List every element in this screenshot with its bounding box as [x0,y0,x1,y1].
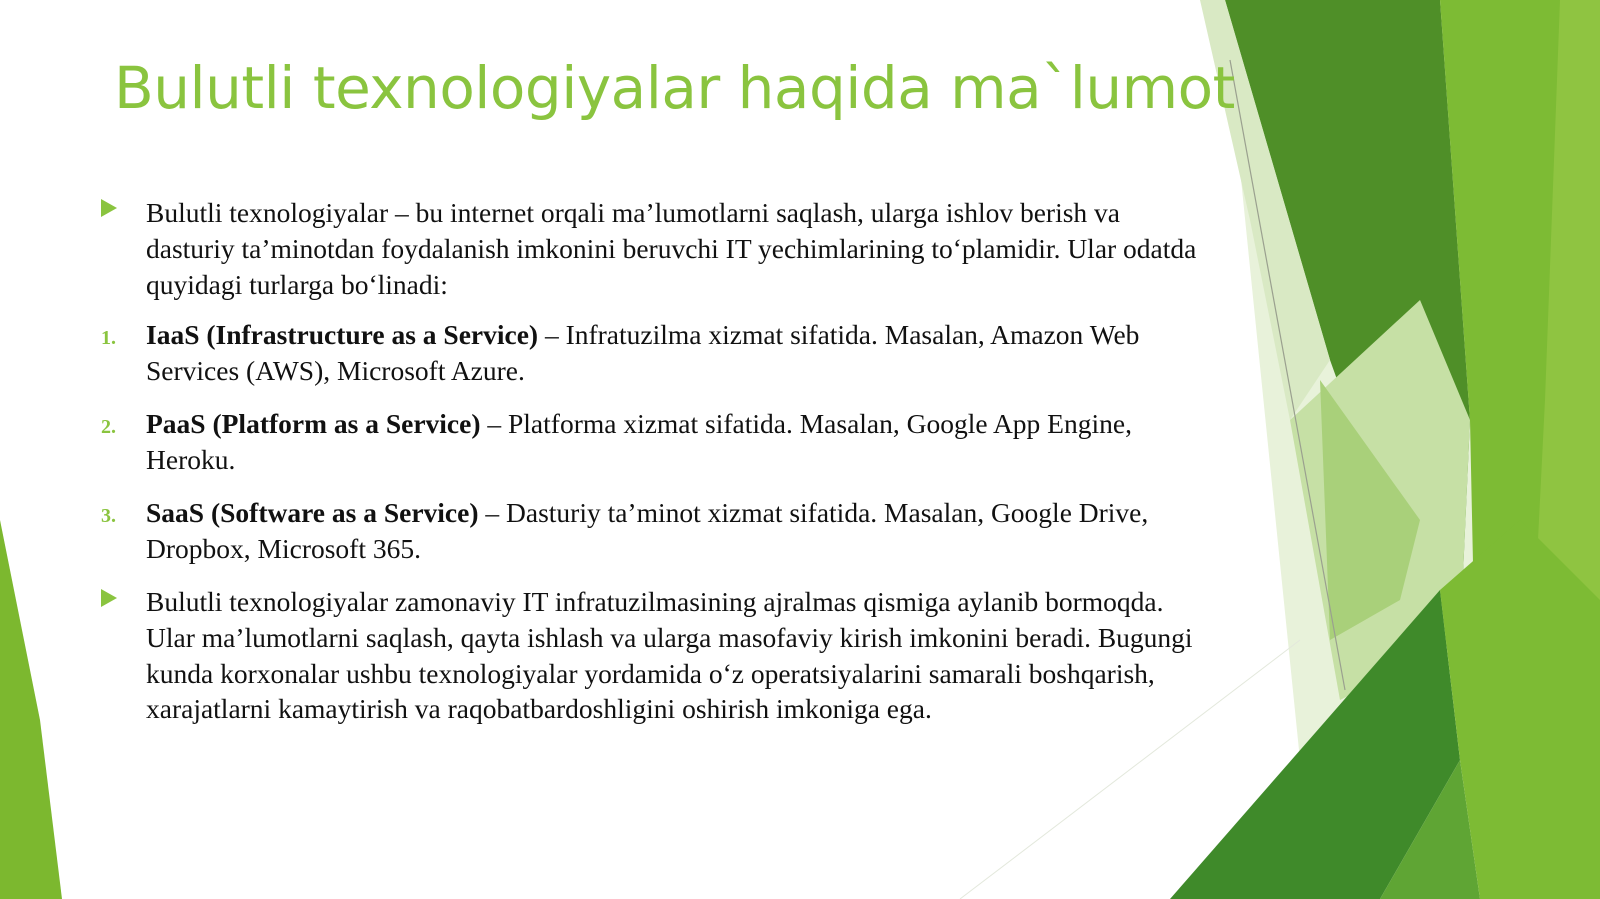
list-item-term: SaaS (Software as a Service) [146,497,479,528]
list-item-term: PaaS (Platform as a Service) [146,408,481,439]
list-item-text: – Platforma xizmat sifatida. Masalan, Google App Engine, Heroku. [146,408,1132,475]
list-number: 2. [101,416,116,438]
intro-paragraph: Bulutli texnologiyalar – bu internet orqali ma’lumotlarni saqlash, ularga ishlov berish va dasturiy ta’minotdan foydalanish imkonini beruvchi IT yechimlarining to‘plamidir. Ular odatda quyidagi turlarga bo‘linadi: [146,197,1197,300]
conclusion-paragraph: Bulutli texnologiyalar zamonaviy IT infratuzilmasining ajralmas qismiga aylanib bormoqda. Ular ma’lumotlarni saqlash, qayta ishlash va ularga masofaviy kirish imkonini beradi. Bugungi kunda korxonalar ushbu texnologiyalar yordamida o‘z operatsiyalarini samarali boshqarish, xarajatlarni kamaytirish va raqobatbardoshligini oshirish imkoniga ega. [146,586,1193,725]
list-item-text: – Dasturiy ta’minot xizmat sifatida. Masalan, Google Drive, Dropbox, Microsoft 365. [146,497,1149,564]
bullet-arrow-icon [101,589,117,607]
list-item [146,495,1206,567]
list-number: 3. [101,505,116,527]
slide-title: Bulutli texnologiyalar haqida ma`lumot [114,54,1235,122]
list-item [146,317,1206,389]
list-item-term: IaaS (Infrastructure as a Service) [146,319,539,350]
bullet-arrow-icon [101,199,117,217]
list-item-text: – Infratuzilma xizmat sifatida. Masalan, Amazon Web Services (AWS), Microsoft Azure. [146,319,1140,386]
list-number: 1. [101,327,116,349]
list-item [146,406,1206,478]
